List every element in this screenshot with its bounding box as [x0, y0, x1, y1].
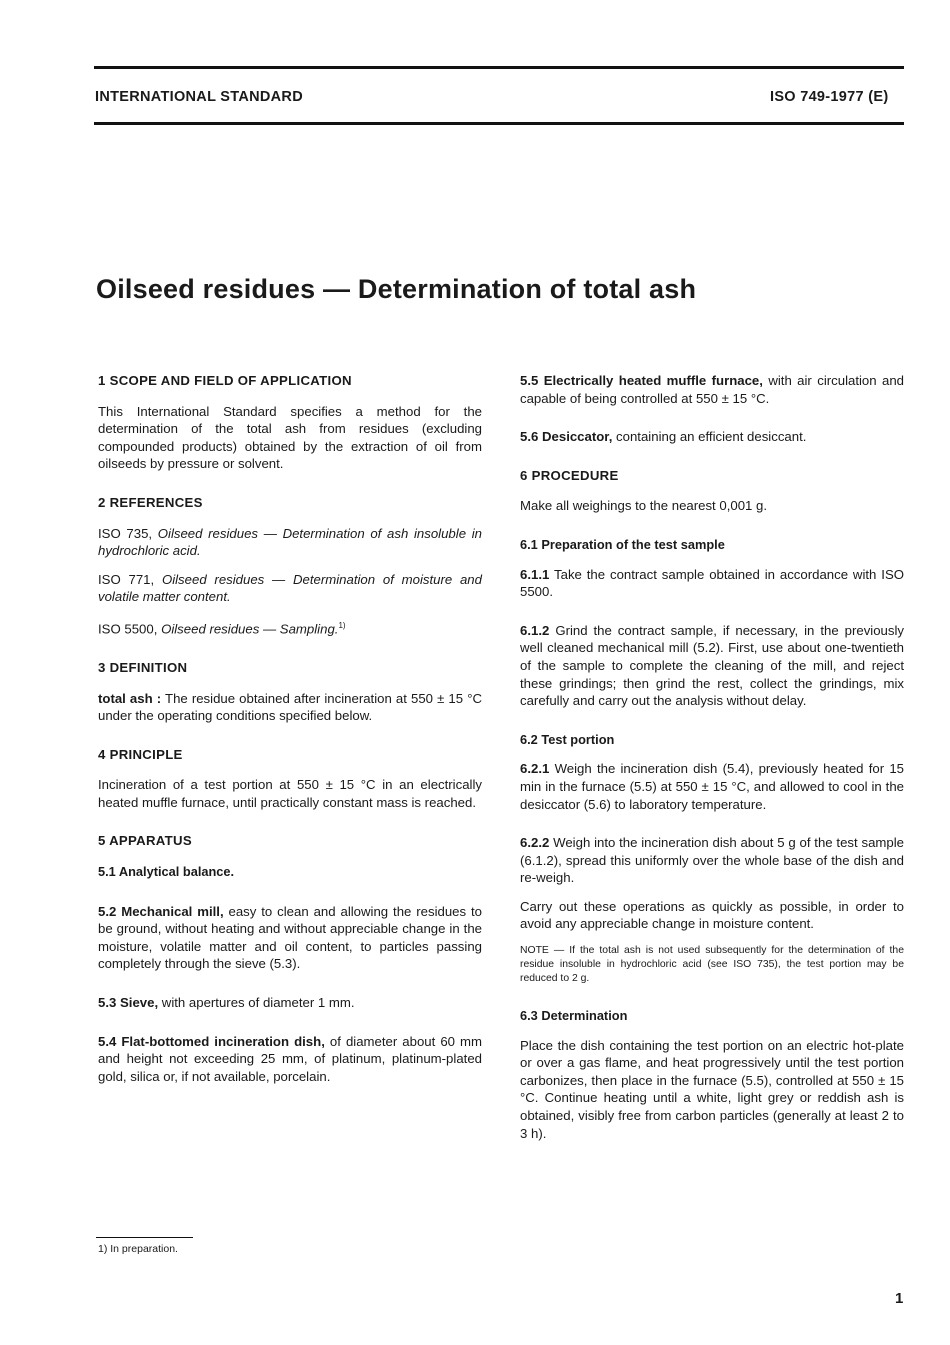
note: NOTE — If the total ash is not used subsequently for the determination of the residue insoluble in hydrochloric acid (see ISO 735), the test portion may be reduced to 2 g.	[520, 945, 904, 985]
clause-label: 6.2.1	[520, 761, 550, 777]
clause-5-6	[520, 428, 904, 446]
section-6-heading: 6 PROCEDURE	[520, 467, 619, 483]
clause-5-1: 5.1 Analytical balance.	[98, 864, 235, 880]
right-column	[520, 372, 904, 1153]
header-bottom-rule	[94, 122, 904, 125]
page-number: 1	[895, 1290, 904, 1307]
clause-text: easy to clean and allowing the residues to be ground, without heating and without appreciable change in the moisture, volatile matter and oil content, to particles passing completely through the sieve (5.3).	[98, 903, 483, 972]
subsection-6-2-heading: 6.2 Test portion	[520, 731, 615, 747]
clause-label: 5.5 Electrically heated muffle furnace,	[520, 373, 763, 388]
header-top-rule	[94, 66, 904, 69]
section-1-heading: 1 SCOPE AND FIELD OF APPLICATION	[98, 373, 352, 388]
clause-6-1-2	[520, 622, 904, 710]
clause-text: Weigh into the incineration dish about 5 g of the test sample (6.1.2), spread this uniformly over the whole base of the dish and re-weigh.	[520, 835, 904, 886]
clause-text: Weigh the incineration dish (5.4), previously heated for 15 min in the furnace (5.5) at 550 ± 15 °C, and allowed to cool in the desiccator (5.6) to laboratory temperature.	[520, 761, 905, 812]
section-1-text: This International Standard specifies a method for the determination of the total ash from residues (excluding compounded products) obtained by the extraction of oil from oilseeds by pressure or solvent.	[98, 403, 482, 472]
reference-title: Oilseed residues — Sampling.	[161, 621, 339, 637]
definition-total-ash	[98, 690, 482, 725]
clause-5-4	[98, 1033, 482, 1086]
clause-5-2	[98, 903, 482, 973]
footnote-marker: 1)	[338, 620, 346, 630]
clause-5-3	[98, 994, 482, 1012]
subsection-6-1-heading: 6.1 Preparation of the test sample	[520, 536, 725, 552]
clause-text: with air circulation and capable of being controlled at 550 ± 15 °C.	[520, 373, 904, 406]
reference-iso-735	[98, 525, 482, 560]
reference-iso-5500	[98, 617, 482, 638]
clause-text: Grind the contract sample, if necessary, in the previously well cleaned mechanical mill (5.2). First, use about one-twentieth of the sample to complete the cleaning of the mill, and reject these grindings; then grind the rest, collect the grindings, mix carefully and carry out the analysis without delay.	[520, 622, 904, 709]
reference-number: ISO 5500,	[98, 621, 158, 637]
clause-label: 5.2 Mechanical mill,	[98, 903, 224, 919]
clause-6-1-1	[520, 566, 904, 601]
clause-label: 5.6 Desiccator,	[520, 429, 613, 445]
section-4-heading: 4 PRINCIPLE	[98, 746, 183, 762]
reference-title: Oilseed residues — Determination of moisture and volatile matter content.	[98, 571, 482, 605]
clause-label: 6.1.1	[520, 566, 550, 582]
clause-6-3-text: Place the dish containing the test portion on an electric hot-plate or over a gas flame, and heat progressively until the test portion carbonizes, then place in the furnace (5.5), controlled at 550 ± 15 °C. Continue heating until a white, light grey or reddish ash is obtained, visibly free from carbon particles (generally at least 2 to 3 h).	[520, 1037, 904, 1141]
header-standard-label: INTERNATIONAL STANDARD	[95, 89, 303, 105]
reference-number: ISO 771,	[98, 571, 155, 587]
reference-title: Oilseed residues — Determination of ash insoluble in hydrochloric acid.	[98, 525, 482, 559]
clause-text: of diameter about 60 mm and height not exceeding 25 mm, of platinum, platinum-plated gold, silica or, if not available, porcelain.	[98, 1033, 482, 1084]
clause-6-2-2	[520, 834, 904, 887]
clause-5-5	[520, 372, 904, 407]
clause-label: 6.2.2	[520, 835, 550, 851]
section-4-text: Incineration of a test portion at 550 ± 15 °C in an electrically heated muffle furnace, until practically constant mass is reached.	[98, 777, 482, 810]
section-5-heading: 5 APPARATUS	[98, 833, 192, 849]
subsection-6-3-heading: 6.3 Determination	[520, 1008, 628, 1024]
clause-text: Take the contract sample obtained in accordance with ISO 5500.	[520, 566, 904, 600]
clause-label: 5.3 Sieve,	[98, 995, 159, 1011]
document-title: Oilseed residues — Determination of total ash	[96, 274, 697, 304]
clause-text: containing an efficient desiccant.	[616, 429, 807, 445]
reference-iso-771	[98, 571, 482, 606]
footnote-rule	[96, 1237, 193, 1238]
section-3-heading: 3 DEFINITION	[98, 659, 188, 675]
definition-term: total ash :	[98, 690, 162, 706]
header-document-id: ISO 749-1977 (E)	[770, 89, 889, 105]
section-6-text: Make all weighings to the nearest 0,001 g.	[520, 498, 768, 514]
clause-6-2-1	[520, 760, 904, 813]
definition-text: The residue obtained after incineration at 550 ± 15 °C under the operating conditions specified below.	[98, 690, 482, 724]
reference-number: ISO 735,	[98, 525, 153, 541]
footnote: 1) In preparation.	[98, 1243, 178, 1255]
clause-text: with apertures of diameter 1 mm.	[161, 995, 355, 1011]
clause-label: 5.4 Flat-bottomed incineration dish,	[98, 1033, 325, 1049]
clause-label: 6.1.2	[520, 622, 550, 638]
section-2-heading: 2 REFERENCES	[98, 494, 203, 510]
clause-6-2-2-continued: Carry out these operations as quickly as possible, in order to avoid any appreciable change in moisture content.	[520, 898, 904, 932]
left-column	[98, 372, 482, 1096]
